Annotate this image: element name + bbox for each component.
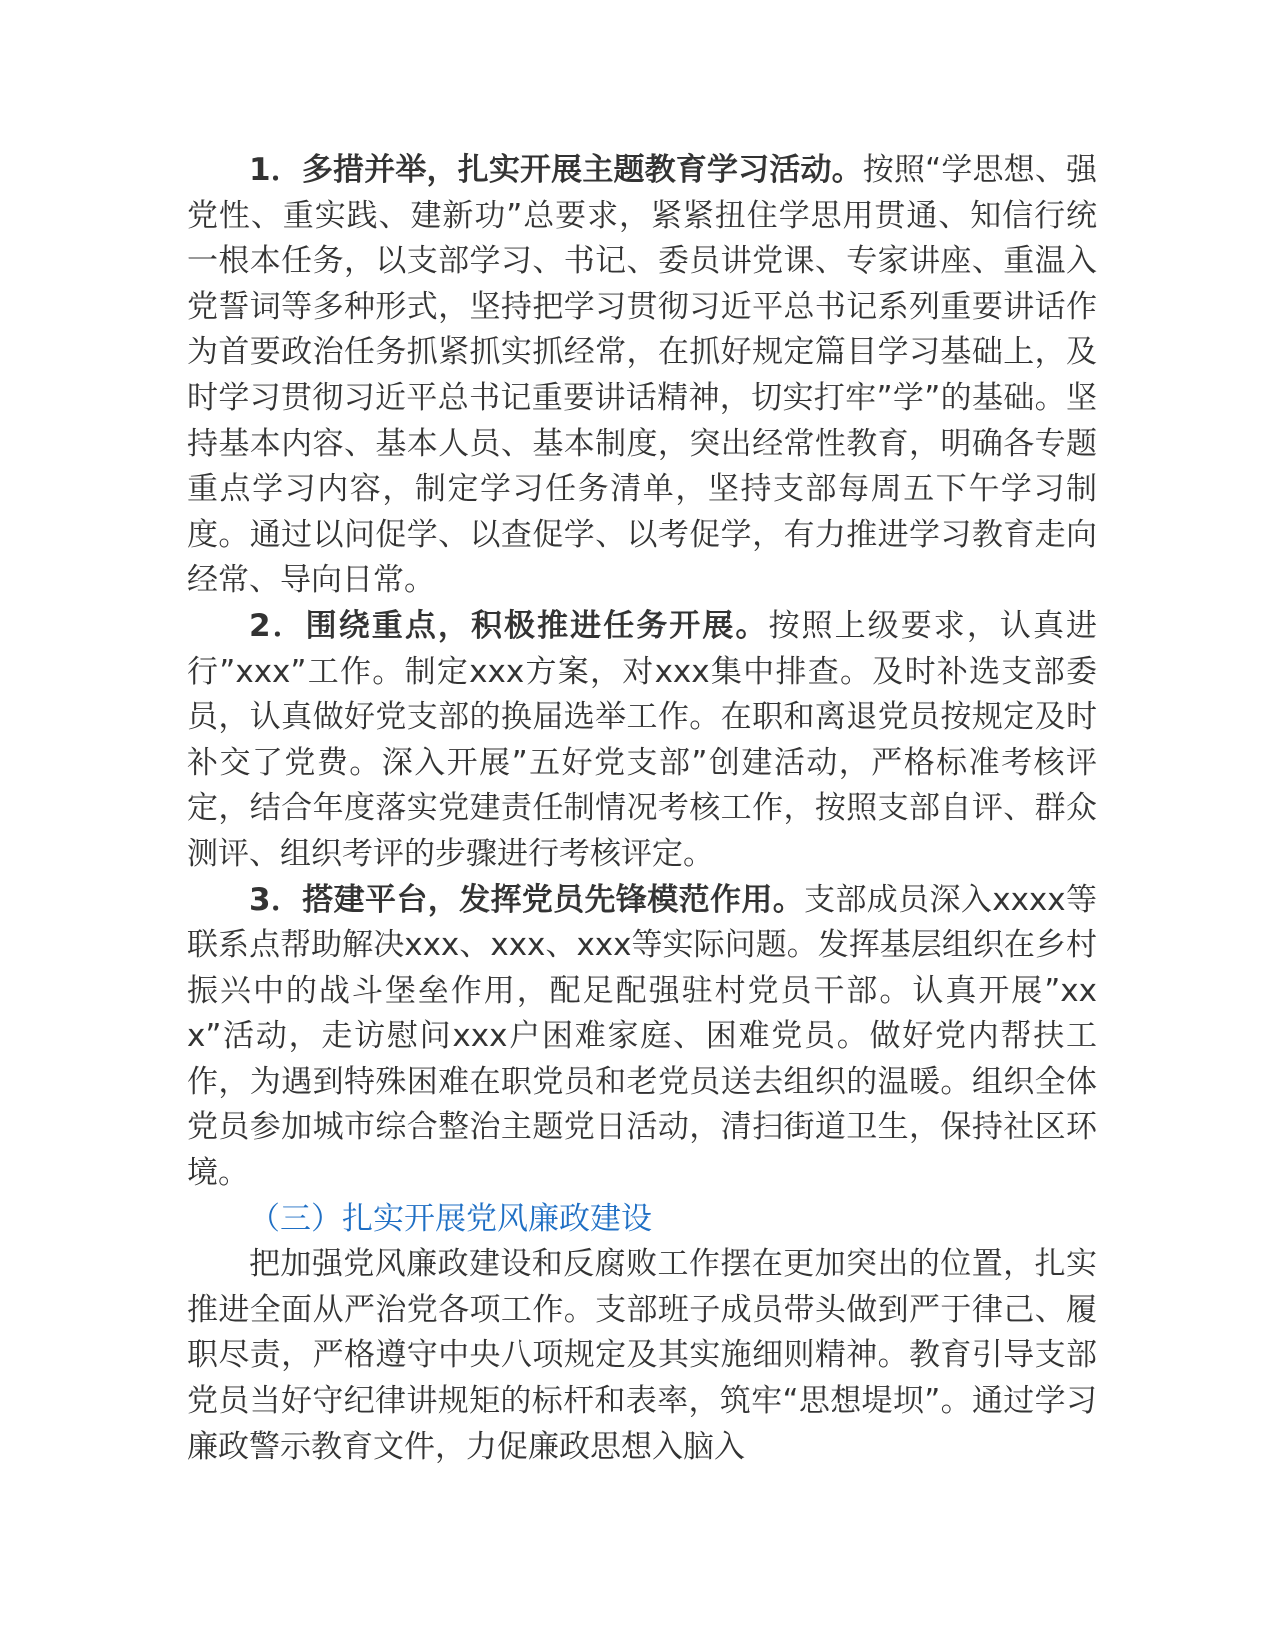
paragraph-lead-heading: 3．搭建平台，发挥党员先锋模范作用。 <box>249 881 805 918</box>
paragraph-integrity-building: 把加强党风廉政建设和反腐败工作摆在更加突出的位置，扎实推进全面从严治党各项工作。支部班子成员带头做到严于律己、履职尽责，严格遵守中央八项规定及其实施细则精神。教育引导支部党员当好守纪律讲规矩的标杆和表率，筑牢“思想堤坝”。通过学习廉政警示教育文件，力促廉政思想入脑入 <box>187 1246 1097 1465</box>
paragraph-body-text: 按照“学思想、强党性、重实践、建新功”总要求，紧紧扭住学思用贯通、知信行统一根本任务，以支部学习、书记、委员讲党课、专家讲座、重温入党誓词等多种形式，坚持把学习贯彻习近平总书记系列重要讲话作为首要政治任务抓紧抓实抓经常，在抓好规定篇目学习基础上，及时学习贯彻习近平总书记重要讲话精神，切实打牢”学”的基础。坚持基本内容、基本人员、基本制度，突出经常性教育，明确各专题重点学习内容，制定学习任务清单，坚持支部每周五下午学习制度。通过以问促学、以查促学、以考促学，有力推进学习教育走向经常、导向日常。 <box>187 152 1097 599</box>
document-body <box>187 148 1097 1470</box>
paragraph-study-activities <box>187 148 1097 604</box>
paragraph-body-text: 支部成员深入xxxx等联系点帮助解决xxx、xxx、xxx等实际问题。发挥基层组织在乡村振兴中的战斗堡垒作用，配足配强驻村党员干部。认真开展”xxx”活动，走访慰问xxx户困难家庭、困难党员。做好党内帮扶工作，为遇到特殊困难在职党员和老党员送去组织的温暖。组织全体党员参加城市综合整治主题党日活动，清扫街道卫生，保持社区环境。 <box>187 881 1097 1192</box>
paragraph-body-text: 按照上级要求，认真进行”xxx”工作。制定xxx方案，对xxx集中排查。及时补选支部委员，认真做好党支部的换届选举工作。在职和离退党员按规定及时补交了党费。深入开展”五好党支部”创建活动，严格标准考核评定，结合年度落实党建责任制情况考核工作，按照支部自评、群众测评、组织考评的步骤进行考核评定。 <box>187 607 1097 872</box>
paragraph-key-tasks <box>187 604 1097 878</box>
paragraph-lead-heading: 1．多措并举，扎实开展主题教育学习活动。 <box>249 152 863 188</box>
paragraph-vanguard-role <box>187 878 1097 1197</box>
section-heading: （三）扎实开展党风廉政建设 <box>249 1200 652 1237</box>
paragraph-lead-heading: 2．围绕重点，积极推进任务开展。 <box>249 607 769 644</box>
